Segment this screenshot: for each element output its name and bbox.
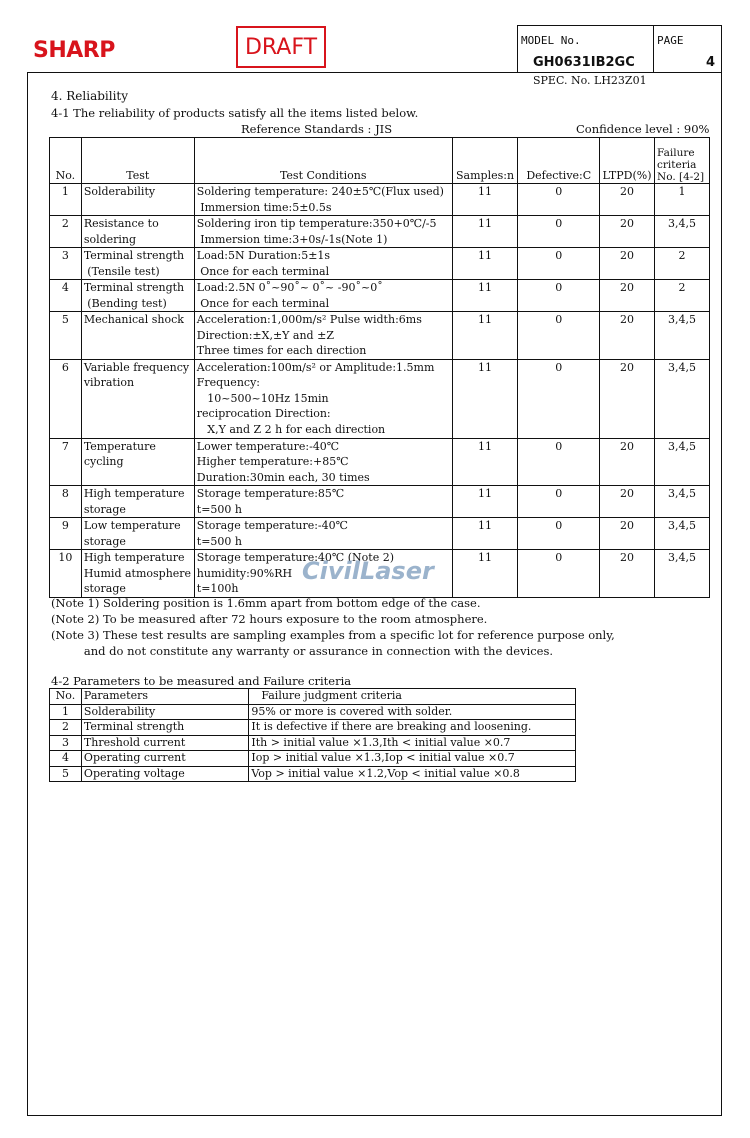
ltpd-value: 20	[600, 550, 655, 598]
test-conditions-line: Acceleration:1,000m/s² Pulse width:6ms	[196, 313, 422, 326]
parameter-name: Threshold current	[81, 735, 248, 751]
ltpd-value: 20	[600, 184, 655, 216]
table-row	[50, 280, 710, 312]
ltpd-value: 20	[600, 248, 655, 280]
test-name-line: cycling	[83, 455, 124, 468]
confidence-level: Confidence level : 90%	[576, 122, 710, 136]
row-no: 9	[50, 518, 82, 550]
row-no: 2	[50, 216, 82, 248]
samples-value: 11	[452, 312, 518, 360]
page-number: 4	[706, 55, 716, 70]
test-name-line: (Tensile test)	[83, 264, 160, 278]
failure-criteria-value: 3,4,5	[655, 550, 710, 598]
test-name-line: (Bending test)	[83, 296, 167, 310]
reliability-table	[49, 137, 710, 598]
row-no: 5	[50, 766, 82, 782]
table-row	[50, 438, 710, 486]
samples-value: 11	[452, 248, 518, 280]
row-no: 5	[50, 312, 82, 360]
t2-header-parameters: Parameters	[81, 689, 248, 705]
ltpd-value: 20	[600, 438, 655, 486]
test-conditions-line: Storage temperature:-40℃	[196, 519, 348, 532]
test-name-line: Variable frequency	[83, 360, 190, 374]
judgment-criteria: Vop > initial value ×1.2,Vop < initial value ×0.8	[249, 766, 576, 782]
row-no: 4	[50, 751, 82, 767]
test-conditions-line: Acceleration:100m/s² or Amplitude:1.5mm	[196, 360, 435, 374]
test-name-line: Terminal strength	[83, 249, 185, 262]
sharp-logo: SHARP	[33, 38, 115, 63]
test-conditions-line: Load:2.5N 0˚~90˚~ 0˚~ -90˚~0˚	[196, 281, 383, 294]
model-label: MODEL No.	[521, 34, 581, 47]
header-divider	[653, 25, 654, 73]
test-conditions-line: Frequency:	[196, 376, 260, 389]
test-name	[81, 438, 194, 486]
test-name	[81, 280, 194, 312]
note-3-continued: and do not constitute any warranty or assurance in connection with the devices.	[51, 644, 554, 658]
row-no: 1	[50, 184, 82, 216]
row-no: 10	[50, 550, 82, 598]
test-name	[81, 359, 194, 438]
table-row	[50, 766, 576, 782]
test-conditions	[194, 184, 452, 216]
defective-value: 0	[518, 216, 600, 248]
table2-header-row	[50, 689, 576, 705]
test-conditions-line: 10~500~10Hz 15min	[196, 391, 329, 405]
t2-header-no: No.	[50, 689, 82, 705]
row-no: 3	[50, 248, 82, 280]
t2-header-criteria: Failure judgment criteria	[249, 689, 576, 705]
ltpd-value: 20	[600, 518, 655, 550]
header-defective: Defective:C	[518, 138, 600, 184]
failure-criteria-table	[49, 688, 576, 782]
defective-value: 0	[518, 248, 600, 280]
row-no: 6	[50, 359, 82, 438]
header-no: No.	[50, 138, 82, 184]
test-conditions-line: Three times for each direction	[196, 344, 367, 357]
test-name-line: Resistance to	[83, 217, 159, 230]
table-row	[50, 720, 576, 736]
samples-value: 11	[452, 359, 518, 438]
table-row	[50, 248, 710, 280]
test-conditions-line: Immersion time:3+0s/-1s(Note 1)	[196, 232, 388, 246]
judgment-criteria: It is defective if there are breaking and loosening.	[249, 720, 576, 736]
failure-criteria-value: 3,4,5	[655, 359, 710, 438]
failure-criteria-value: 3,4,5	[655, 518, 710, 550]
table-row	[50, 751, 576, 767]
test-conditions-line: Soldering temperature: 240±5℃(Flux used)	[196, 185, 444, 198]
ltpd-value: 20	[600, 280, 655, 312]
test-conditions	[194, 359, 452, 438]
test-conditions-line: Direction:±X,±Y and ±Z	[196, 328, 334, 342]
test-name	[81, 518, 194, 550]
test-conditions	[194, 518, 452, 550]
section2-title: 4-2 Parameters to be measured and Failure criteria	[51, 674, 352, 688]
test-conditions-line: t=500 h	[196, 502, 242, 516]
test-name	[81, 248, 194, 280]
test-name-line: Solderability	[83, 185, 156, 198]
table-row	[50, 735, 576, 751]
test-name	[81, 216, 194, 248]
test-name-line: storage	[83, 534, 126, 548]
failure-header-line: criteria	[657, 159, 697, 171]
test-name-line: High temperature	[83, 551, 185, 564]
samples-value: 11	[452, 438, 518, 486]
note-3: (Note 3) These test results are sampling examples from a specific lot for reference purpose only,	[51, 628, 615, 642]
test-name-line: High temperature	[83, 487, 185, 500]
note-2: (Note 2) To be measured after 72 hours exposure to the room atmosphere.	[51, 612, 488, 626]
failure-criteria-value: 3,4,5	[655, 312, 710, 360]
test-name-line: storage	[83, 502, 126, 516]
table-row	[50, 312, 710, 360]
table-header-row	[50, 138, 710, 184]
test-conditions-line: Immersion time:5±0.5s	[196, 200, 332, 214]
ltpd-value: 20	[600, 359, 655, 438]
model-value: GH0631IB2GC	[533, 55, 635, 70]
test-name-line: Mechanical shock	[83, 313, 184, 326]
samples-value: 11	[452, 518, 518, 550]
row-no: 3	[50, 735, 82, 751]
test-conditions	[194, 438, 452, 486]
judgment-criteria: Ith > initial value ×1.3,Ith < initial value ×0.7	[249, 735, 576, 751]
defective-value: 0	[518, 280, 600, 312]
parameter-name: Terminal strength	[81, 720, 248, 736]
samples-value: 11	[452, 280, 518, 312]
section-title: 4. Reliability	[51, 89, 129, 103]
failure-criteria-value: 3,4,5	[655, 438, 710, 486]
draft-stamp: DRAFT	[236, 26, 326, 68]
header-test: Test	[81, 138, 194, 184]
test-name	[81, 550, 194, 598]
note-1: (Note 1) Soldering position is 1.6mm apart from bottom edge of the case.	[51, 596, 481, 610]
samples-value: 11	[452, 550, 518, 598]
test-conditions-line: Duration:30min each, 30 times	[196, 470, 370, 484]
defective-value: 0	[518, 438, 600, 486]
row-no: 7	[50, 438, 82, 486]
table-row	[50, 184, 710, 216]
samples-value: 11	[452, 216, 518, 248]
table-row	[50, 359, 710, 438]
page-label: PAGE	[657, 34, 684, 47]
watermark-logo: CivilLaser	[302, 557, 434, 585]
failure-header-line: No. [4-2]	[657, 171, 705, 183]
parameter-name: Operating current	[81, 751, 248, 767]
test-conditions-line: t=100h	[196, 582, 239, 595]
ltpd-value: 20	[600, 216, 655, 248]
judgment-criteria: Iop > initial value ×1.3,Iop < initial value ×0.7	[249, 751, 576, 767]
table-row	[50, 704, 576, 720]
test-name-line: Humid atmosphere	[83, 566, 192, 580]
reference-standards: Reference Standards : JIS	[241, 122, 393, 136]
test-name	[81, 312, 194, 360]
defective-value: 0	[518, 312, 600, 360]
test-conditions-line: Soldering iron tip temperature:350+0℃/-5	[196, 217, 437, 230]
test-conditions-line: Once for each terminal	[196, 264, 330, 278]
row-no: 4	[50, 280, 82, 312]
table-row	[50, 518, 710, 550]
ltpd-value: 20	[600, 486, 655, 518]
header-failure-criteria	[655, 138, 710, 184]
test-conditions	[194, 486, 452, 518]
row-no: 8	[50, 486, 82, 518]
test-conditions-line: Storage temperature:40℃ (Note 2)	[196, 551, 394, 564]
parameter-name: Operating voltage	[81, 766, 248, 782]
ltpd-value: 20	[600, 312, 655, 360]
defective-value: 0	[518, 518, 600, 550]
row-no: 1	[50, 704, 82, 720]
spec-number: SPEC. No. LH23Z01	[533, 74, 647, 87]
header-conditions: Test Conditions	[194, 138, 452, 184]
test-name-line: Temperature	[83, 439, 156, 453]
failure-header-line: Failure	[657, 147, 695, 159]
test-name	[81, 184, 194, 216]
failure-criteria-value: 2	[655, 248, 710, 280]
test-conditions-line: X,Y and Z 2 h for each direction	[196, 422, 386, 436]
test-conditions-line: reciprocation Direction:	[196, 407, 331, 420]
test-conditions-line: Higher temperature:+85℃	[196, 455, 349, 468]
table-row	[50, 486, 710, 518]
defective-value: 0	[518, 359, 600, 438]
test-name-line: Low temperature	[83, 519, 181, 532]
defective-value: 0	[518, 550, 600, 598]
failure-criteria-value: 3,4,5	[655, 216, 710, 248]
samples-value: 11	[452, 486, 518, 518]
test-conditions	[194, 312, 452, 360]
samples-value: 11	[452, 184, 518, 216]
test-name-line: storage	[83, 582, 126, 595]
test-conditions	[194, 248, 452, 280]
judgment-criteria: 95% or more is covered with solder.	[249, 704, 576, 720]
test-name-line: Terminal strength	[83, 281, 185, 294]
test-conditions-line: Storage temperature:85℃	[196, 487, 345, 500]
defective-value: 0	[518, 184, 600, 216]
test-conditions-line: Lower temperature:-40℃	[196, 439, 340, 453]
test-conditions-line: Load:5N Duration:5±1s	[196, 249, 331, 262]
test-name	[81, 486, 194, 518]
header-ltpd: LTPD(%)	[600, 138, 655, 184]
section-intro: 4-1 The reliability of products satisfy all the items listed below.	[51, 106, 419, 120]
failure-criteria-value: 1	[655, 184, 710, 216]
failure-criteria-value: 2	[655, 280, 710, 312]
header-samples: Samples:n	[452, 138, 518, 184]
test-conditions-line: Once for each terminal	[196, 296, 330, 310]
test-conditions-line: humidity:90%RH	[196, 566, 293, 580]
defective-value: 0	[518, 486, 600, 518]
test-conditions-line: t=500 h	[196, 534, 242, 548]
test-conditions	[194, 216, 452, 248]
test-conditions	[194, 280, 452, 312]
failure-criteria-value: 3,4,5	[655, 486, 710, 518]
test-name-line: soldering	[83, 232, 137, 246]
test-name-line: vibration	[83, 376, 135, 389]
table-row	[50, 216, 710, 248]
parameter-name: Solderability	[81, 704, 248, 720]
row-no: 2	[50, 720, 82, 736]
